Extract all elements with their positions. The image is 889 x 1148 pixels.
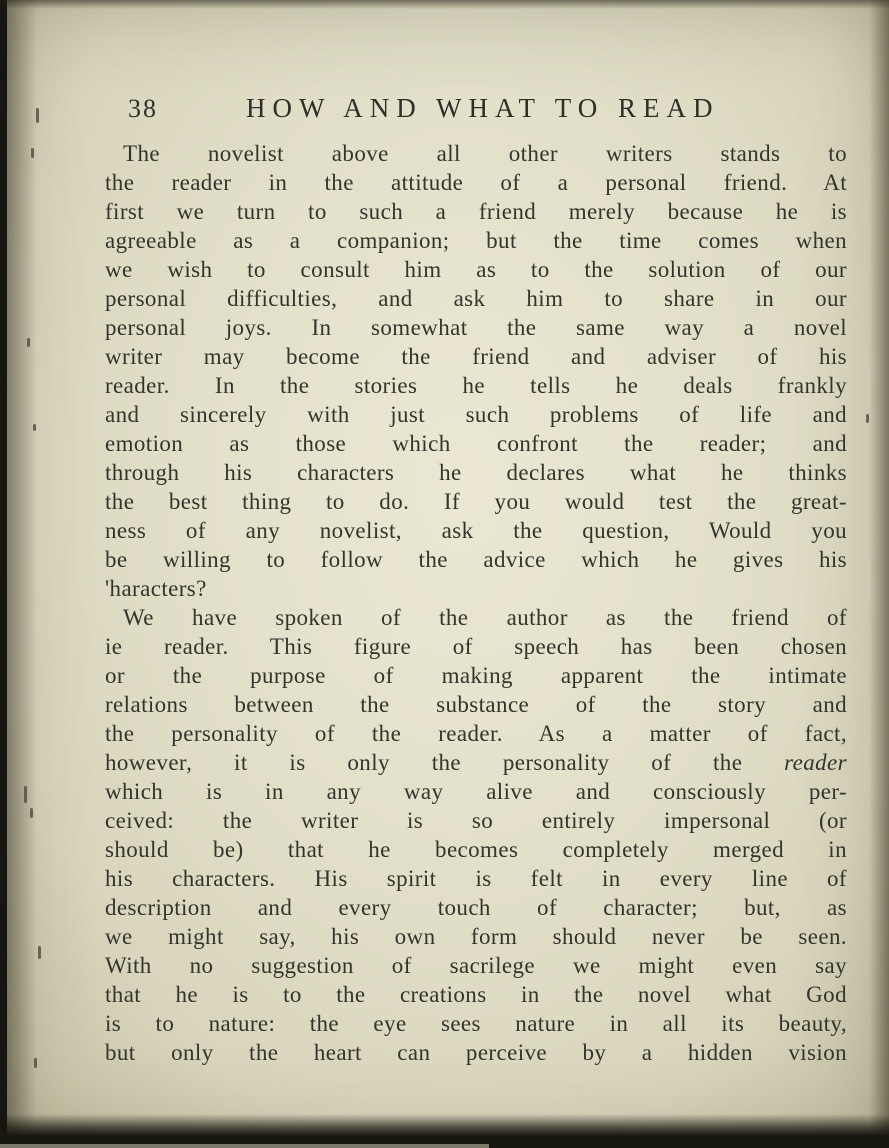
- text-line: first we turn to such a friend merely because he is: [105, 199, 847, 224]
- binding-mark: [24, 786, 27, 803]
- page-bottom-highlight: [0, 1144, 489, 1148]
- text-line: We have spoken of the author as the friend of: [123, 605, 847, 630]
- text-line: we wish to consult him as to the solution of our: [105, 257, 847, 282]
- text-line: the best thing to do. If you would test the great-: [105, 489, 847, 514]
- binding-mark: [34, 1058, 37, 1068]
- text-line: ceived: the writer is so entirely impersonal (or: [105, 808, 847, 833]
- text-line: the reader in the attitude of a personal friend. At: [105, 170, 847, 195]
- binding-mark: [38, 946, 41, 959]
- text-line: personal difficulties, and ask him to share in our: [105, 286, 847, 311]
- binding-mark: [31, 148, 34, 158]
- body-text: [105, 139, 847, 1067]
- text-line: which is in any way alive and consciously per-: [105, 779, 847, 804]
- text-line: emotion as those which confront the reader; and: [105, 431, 847, 456]
- text-line: 'haracters?: [105, 576, 207, 601]
- book-spine-edge: [0, 0, 7, 1148]
- text-line: The novelist above all other writers stands to: [123, 141, 847, 166]
- page-header: [128, 93, 720, 124]
- text-line: personal joys. In somewhat the same way a novel: [105, 315, 847, 340]
- paragraph: [105, 139, 847, 603]
- text-line: the personality of the reader. As a matter of fact,: [105, 721, 847, 746]
- text-line: should be) that he becomes completely merged in: [105, 837, 847, 862]
- text-line: writer may become the friend and adviser of his: [105, 344, 847, 369]
- text-line: be willing to follow the advice which he gives his: [105, 547, 847, 572]
- text-line: relations between the substance of the story and: [105, 692, 847, 717]
- text-line: With no suggestion of sacrilege we might even say: [105, 953, 847, 978]
- text-line: is to nature: the eye sees nature in all its beauty,: [105, 1011, 847, 1036]
- page-top-edge: [0, 0, 889, 9]
- text-segment: however, it is only the personality of the: [105, 750, 785, 775]
- page-edge-mark: [866, 414, 869, 423]
- text-line: ie reader. This figure of speech has been chosen: [105, 634, 847, 659]
- text-line: reader. In the stories he tells he deals frankly: [105, 373, 847, 398]
- running-title: HOW AND WHAT TO READ: [246, 93, 720, 123]
- text-line: [105, 748, 847, 777]
- text-line: through his characters he declares what he thinks: [105, 460, 847, 485]
- text-line: his characters. His spirit is felt in every line of: [105, 866, 847, 891]
- text-line: but only the heart can perceive by a hidden vision: [105, 1040, 847, 1065]
- text-line: and sincerely with just such problems of life and: [105, 402, 847, 427]
- gutter-shadow: [7, 0, 37, 1148]
- text-line: that he is to the creations in the novel what God: [105, 982, 847, 1007]
- page-bottom-edge: [0, 1114, 889, 1148]
- binding-mark: [36, 108, 39, 123]
- text-line: ness of any novelist, ask the question, Would you: [105, 518, 847, 543]
- binding-mark: [33, 424, 36, 431]
- italic-text: reader: [784, 750, 847, 775]
- text-line: we might say, his own form should never be seen.: [105, 924, 847, 949]
- paragraph: [105, 603, 847, 1067]
- text-line: agreeable as a companion; but the time comes when: [105, 228, 847, 253]
- text-line: description and every touch of character; but, as: [105, 895, 847, 920]
- binding-mark: [30, 808, 33, 818]
- page-number: 38: [128, 94, 158, 123]
- page-right-edge: [869, 0, 889, 1148]
- binding-mark: [27, 338, 30, 347]
- text-line: or the purpose of making apparent the intimate: [105, 663, 847, 688]
